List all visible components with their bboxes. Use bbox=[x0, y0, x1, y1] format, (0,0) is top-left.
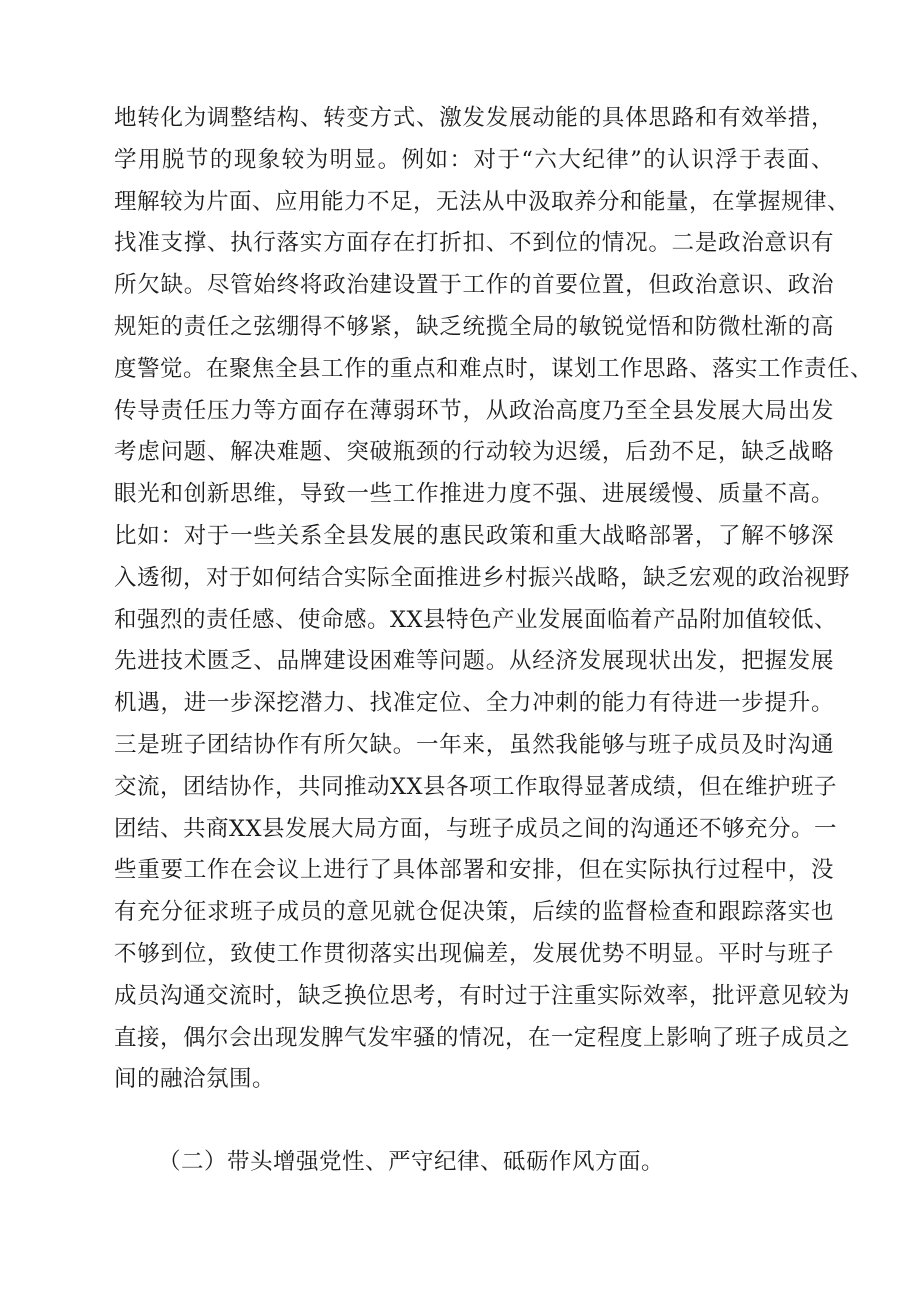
text-line: 机遇，进一步深挖潜力、找准定位、全力冲刺的能力有待进一步提升。 bbox=[114, 690, 834, 717]
text-line: 考虑问题、解决难题、突破瓶颈的行动较为迟缓，后劲不足，缺乏战略 bbox=[114, 439, 834, 466]
text-line: 入透彻，对于如何结合实际全面推进乡村振兴战略，缺乏宏观的政治视野 bbox=[114, 564, 851, 591]
text-line: 间的融洽氛围。 bbox=[114, 1066, 276, 1093]
text-line: 有充分征求班子成员的意见就仓促决策，后续的监督检查和跟踪落实也 bbox=[114, 899, 834, 926]
text-line: 团结、共商XX县发展大局方面，与班子成员之间的沟通还不够充分。一 bbox=[114, 815, 838, 842]
text-line: 三是班子团结协作有所欠缺。一年来，虽然我能够与班子成员及时沟通 bbox=[114, 731, 834, 758]
text-line: 不够到位，致使工作贯彻落实出现偏差，发展优势不明显。平时与班子 bbox=[114, 940, 834, 967]
text-line: 度警觉。在聚焦全县工作的重点和难点时，谋划工作思路、落实工作责任、 bbox=[114, 355, 874, 382]
text-line: 和强烈的责任感、使命感。XX县特色产业发展面临着产品附加值较低、 bbox=[114, 606, 838, 633]
section-heading: （二）带头增强党性、严守纪律、砥砺作风方面。 bbox=[158, 1149, 665, 1175]
text-line: 规矩的责任之弦绷得不够紧，缺乏统揽全局的敏锐觉悟和防微杜渐的高 bbox=[114, 313, 834, 340]
body-paragraph bbox=[114, 98, 874, 1101]
text-line: 传导责任压力等方面存在薄弱环节，从政治高度乃至全县发展大局出发 bbox=[114, 397, 834, 424]
text-line: 比如：对于一些关系全县发展的惠民政策和重大战略部署，了解不够深 bbox=[114, 522, 834, 549]
text-line: 些重要工作在会议上进行了具体部署和安排，但在实际执行过程中，没 bbox=[114, 857, 834, 884]
text-line: 理解较为片面、应用能力不足，无法从中汲取养分和能量，在掌握规律、 bbox=[114, 188, 851, 215]
text-line: 眼光和创新思维，导致一些工作推进力度不强、进展缓慢、质量不高。 bbox=[114, 481, 834, 508]
text-line: 找准支撑、执行落实方面存在打折扣、不到位的情况。二是政治意识有 bbox=[114, 230, 834, 257]
text-line: 直接，偶尔会出现发脾气发牢骚的情况，在一定程度上影响了班子成员之 bbox=[114, 1024, 851, 1051]
text-line: 交流，团结协作，共同推动XX县各项工作取得显著成绩，但在维护班子 bbox=[114, 773, 838, 800]
text-line: 地转化为调整结构、转变方式、激发发展动能的具体思路和有效举措， bbox=[114, 105, 834, 131]
text-line: 成员沟通交流时，缺乏换位思考，有时过于注重实际效率，批评意见较为 bbox=[114, 982, 851, 1009]
text-line: 学用脱节的现象较为明显。例如：对于“六大纪律”的认识浮于表面、 bbox=[114, 146, 834, 173]
text-line: 所欠缺。尽管始终将政治建设置于工作的首要位置，但政治意识、政治 bbox=[114, 272, 834, 299]
text-line: 先进技术匮乏、品牌建设困难等问题。从经济发展现状出发，把握发展 bbox=[114, 648, 834, 675]
